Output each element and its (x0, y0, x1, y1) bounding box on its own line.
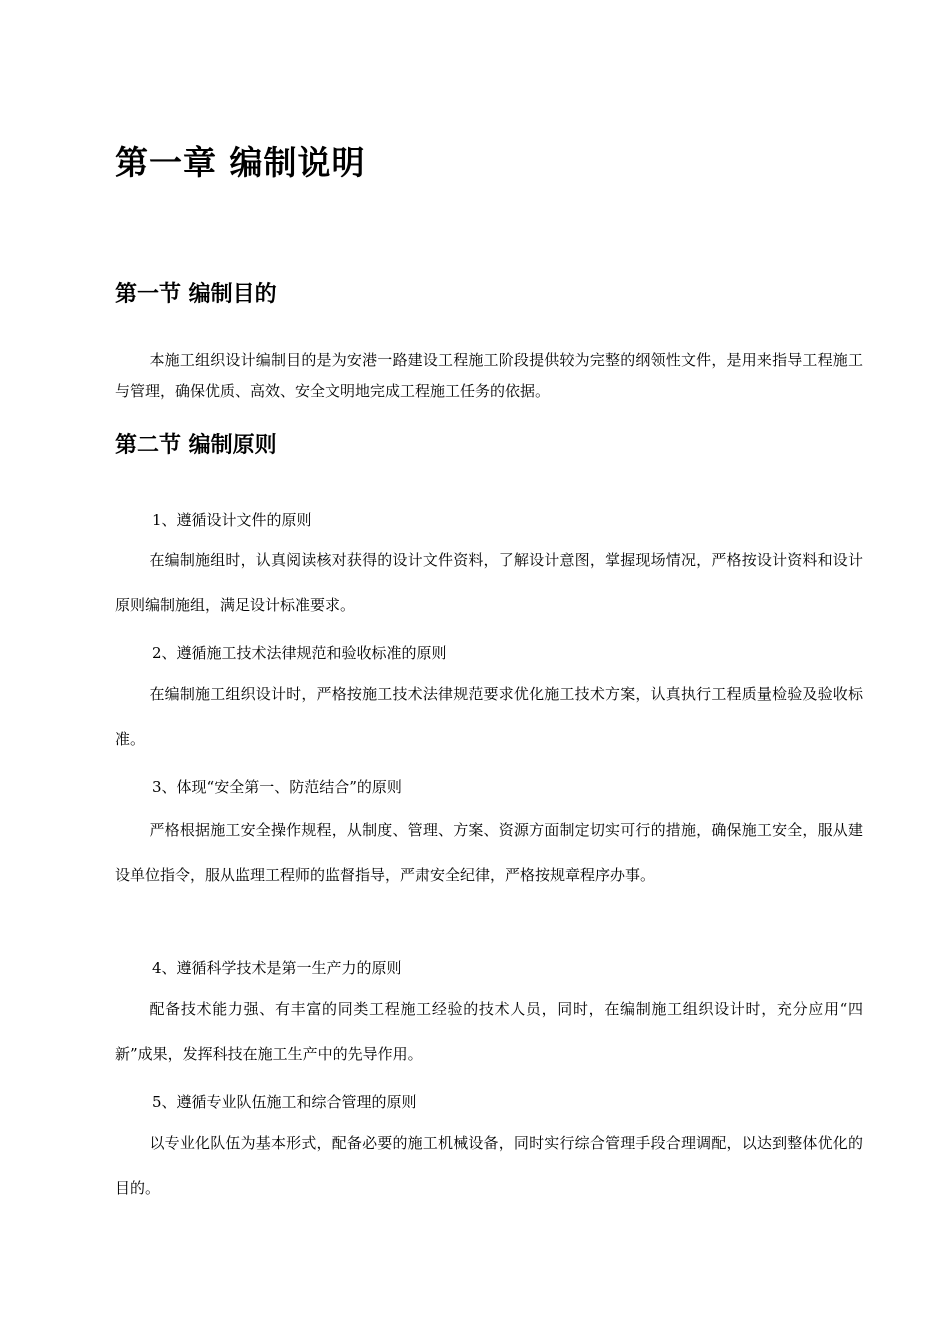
principle-4-heading: 4、遵循科学技术是第一生产力的原则 (152, 959, 402, 977)
section-title-principles: 第二节 编制原则 (115, 433, 277, 458)
purpose-paragraph: 本施工组织设计编制目的是为安港一路建设工程施工阶段提供较为完整的纲领性文件，是用来指导工程施工与管理，确保优质、高效、安全文明地完成工程施工任务的依据。 (115, 351, 863, 400)
chapter-title: 第一章 编制说明 (115, 143, 366, 182)
principle-4-text: 配备技术能力强、有丰富的同类工程施工经验的技术人员，同时，在编制施工组织设计时，充分应用“四新”成果，发挥科技在施工生产中的先导作用。 (115, 1000, 863, 1063)
principle-2-heading: 2、遵循施工技术法律规范和验收标准的原则 (152, 644, 447, 662)
principle-5-text: 以专业化队伍为基本形式，配备必要的施工机械设备，同时实行综合管理手段合理调配，以达到整体优化的目的。 (115, 1134, 863, 1197)
principle-1-heading: 1、遵循设计文件的原则 (152, 511, 312, 529)
principle-2-text: 在编制施工组织设计时，严格按施工技术法律规范要求优化施工技术方案，认真执行工程质量检验及验收标准。 (115, 685, 863, 748)
section-title-purpose: 第一节 编制目的 (115, 282, 277, 307)
principle-3-heading: 3、体现“安全第一、防范结合”的原则 (152, 778, 402, 796)
principle-1-text: 在编制施组时，认真阅读核对获得的设计文件资料，了解设计意图，掌握现场情况，严格按设计资料和设计原则编制施组，满足设计标准要求。 (115, 551, 863, 614)
principle-3-text: 严格根据施工安全操作规程，从制度、管理、方案、资源方面制定切实可行的措施，确保施工安全，服从建设单位指令，服从监理工程师的监督指导，严肃安全纪律，严格按规章程序办事。 (115, 821, 863, 884)
principle-5-heading: 5、遵循专业队伍施工和综合管理的原则 (152, 1093, 417, 1111)
